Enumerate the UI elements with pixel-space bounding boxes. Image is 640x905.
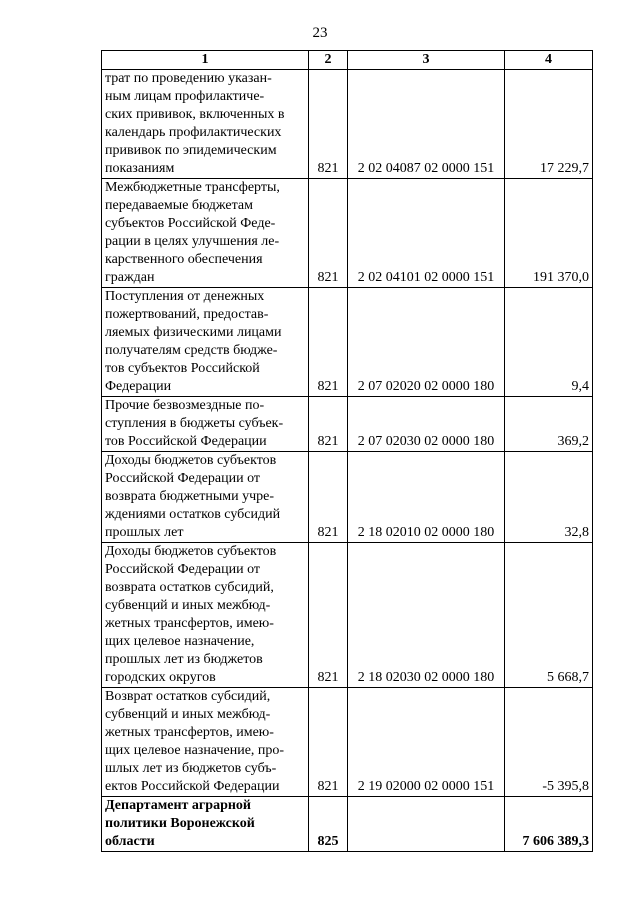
department-code: 825 [309,797,348,852]
row-admin-code: 821 [309,688,348,797]
row-budget-code: 2 19 02000 02 0000 151 [348,688,505,797]
row-budget-code: 2 02 04101 02 0000 151 [348,179,505,288]
row-amount: 17 229,7 [505,70,593,179]
budget-revenue-table [101,50,593,852]
row-amount: 369,2 [505,397,593,452]
row-budget-code: 2 07 02030 02 0000 180 [348,397,505,452]
row-amount: -5 395,8 [505,688,593,797]
row-name: Доходы бюджетов субъектов Российской Федерации от возврата бюджетными учре- ждениями остатков субсидий прошлых лет [102,452,309,543]
row-name: Прочие безвозмездные по- ступления в бюджеты субъек- тов Российской Федерации [102,397,309,452]
row-budget-code: 2 07 02020 02 0000 180 [348,288,505,397]
row-name: трат по проведению указан- ным лицам профилактиче- ских прививок, включенных в календарь профилактических прививок по эпидемическим показаниям [102,70,309,179]
table-row [102,452,593,543]
table-row [102,688,593,797]
department-amount: 7 606 389,3 [505,797,593,852]
row-admin-code: 821 [309,397,348,452]
table-header-row [102,51,593,70]
table-row [102,288,593,397]
table-row [102,70,593,179]
department-row [102,797,593,852]
department-name: Департамент аграрной политики Воронежской области [102,797,309,852]
row-budget-code: 2 18 02030 02 0000 180 [348,543,505,688]
row-budget-code: 2 02 04087 02 0000 151 [348,70,505,179]
row-admin-code: 821 [309,452,348,543]
row-name: Возврат остатков субсидий, субвенций и иных межбюд- жетных трансфертов, имею- щих целевое назначение, про- шлых лет из бюджетов субъ- ектов Российской Федерации [102,688,309,797]
row-amount: 191 370,0 [505,179,593,288]
column-header-2: 2 [309,51,348,70]
department-budget-code [348,797,505,852]
row-amount: 9,4 [505,288,593,397]
row-amount: 32,8 [505,452,593,543]
row-name: Поступления от денежных пожертвований, предостав- ляемых физическими лицами получателям средств бюдже- тов субъектов Российской Федерации [102,288,309,397]
row-name: Доходы бюджетов субъектов Российской Федерации от возврата остатков субсидий, субвенций и иных межбюд- жетных трансфертов, имею- щих целевое назначение, прошлых лет из бюджетов городских округов [102,543,309,688]
row-name: Межбюджетные трансферты, передаваемые бюджетам субъектов Российской Феде- рации в целях улучшения ле- карственного обеспечения граждан [102,179,309,288]
row-admin-code: 821 [309,543,348,688]
table-row [102,179,593,288]
row-amount: 5 668,7 [505,543,593,688]
row-admin-code: 821 [309,70,348,179]
table-row [102,397,593,452]
column-header-3: 3 [348,51,505,70]
column-header-1: 1 [102,51,309,70]
table-row [102,543,593,688]
column-header-4: 4 [505,51,593,70]
row-admin-code: 821 [309,288,348,397]
page-number: 23 [312,25,328,41]
row-admin-code: 821 [309,179,348,288]
row-budget-code: 2 18 02010 02 0000 180 [348,452,505,543]
